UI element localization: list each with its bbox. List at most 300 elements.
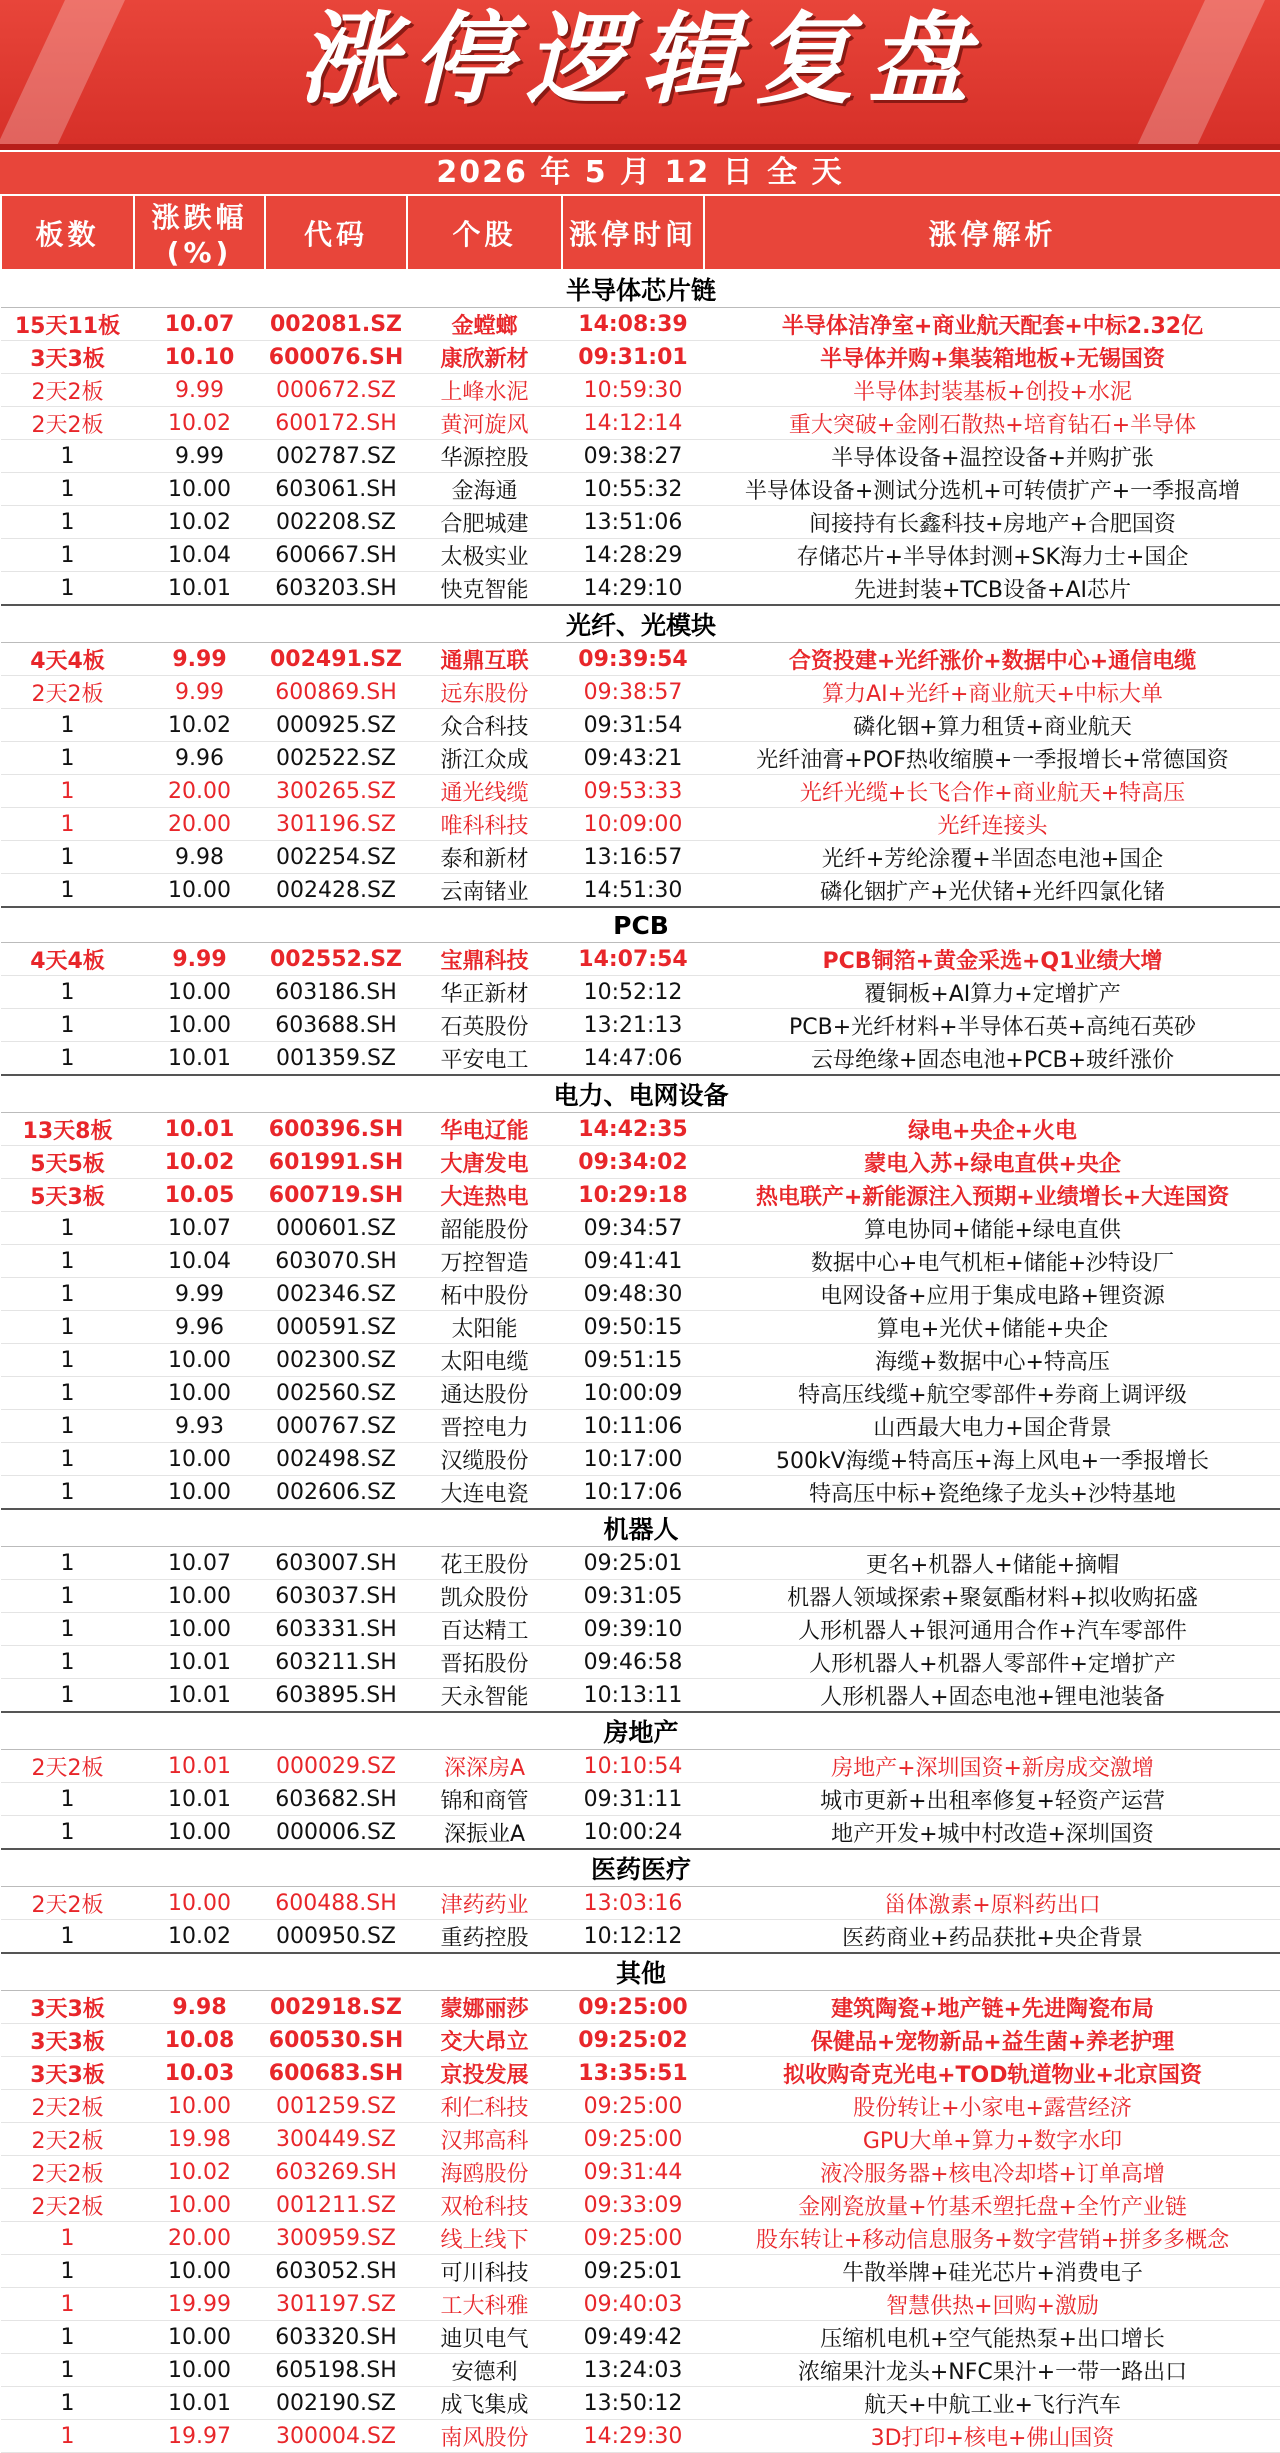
time-cell: 10:00:24	[562, 1816, 704, 1850]
table-row[interactable]	[1, 1476, 1280, 1510]
stock-cell: 晋控电力	[407, 1410, 562, 1443]
code-cell: 600530.SH	[265, 2024, 407, 2057]
reason-cell: GPU大单+算力+数字水印	[704, 2123, 1280, 2156]
boards-cell: 1	[1, 808, 134, 841]
table-row[interactable]	[1, 2090, 1280, 2123]
stock-cell: 合肥城建	[407, 506, 562, 539]
table-row[interactable]	[1, 539, 1280, 572]
table-row[interactable]	[1, 1679, 1280, 1713]
time-cell: 14:07:54	[562, 943, 704, 976]
code-cell: 603203.SH	[265, 572, 407, 606]
code-cell: 603895.SH	[265, 1679, 407, 1713]
boards-cell: 1	[1, 440, 134, 473]
header-row	[1, 195, 1280, 270]
table-row[interactable]	[1, 874, 1280, 908]
time-cell: 10:13:11	[562, 1679, 704, 1713]
header-time[interactable]: 涨停时间	[562, 195, 704, 270]
table-row[interactable]	[1, 1750, 1280, 1783]
section-title: 半导体芯片链	[1, 270, 1280, 308]
pct-cell: 10.01	[134, 2387, 265, 2420]
table-row[interactable]	[1, 1580, 1280, 1613]
time-cell: 13:21:13	[562, 1009, 704, 1042]
boards-cell: 1	[1, 506, 134, 539]
code-cell: 301197.SZ	[265, 2288, 407, 2321]
time-cell: 14:12:14	[562, 407, 704, 440]
table-row[interactable]	[1, 676, 1280, 709]
boards-cell: 1	[1, 1580, 134, 1613]
stock-cell: 康欣新材	[407, 341, 562, 374]
time-cell: 13:03:16	[562, 1887, 704, 1920]
stock-cell: 通光线缆	[407, 775, 562, 808]
code-cell: 603682.SH	[265, 1783, 407, 1816]
code-cell: 603007.SH	[265, 1547, 407, 1580]
code-cell: 601991.SH	[265, 1146, 407, 1179]
boards-cell: 1	[1, 1646, 134, 1679]
time-cell: 09:25:00	[562, 2222, 704, 2255]
pct-cell: 10.03	[134, 2057, 265, 2090]
stock-cell: 成飞集成	[407, 2387, 562, 2420]
reason-cell: 航天+中航工业+飞行汽车	[704, 2387, 1280, 2420]
time-cell: 09:38:27	[562, 440, 704, 473]
reason-cell: 浓缩果汁龙头+NFC果汁+一带一路出口	[704, 2354, 1280, 2387]
pct-cell: 9.96	[134, 742, 265, 775]
table-row[interactable]	[1, 1443, 1280, 1476]
boards-cell: 1	[1, 1783, 134, 1816]
boards-cell: 1	[1, 1410, 134, 1443]
reason-cell: 金刚瓷放量+竹基禾塑托盘+全竹产业链	[704, 2189, 1280, 2222]
reason-cell: 算电+光伏+储能+央企	[704, 1311, 1280, 1344]
boards-cell: 1	[1, 1245, 134, 1278]
code-cell: 603052.SH	[265, 2255, 407, 2288]
pct-cell: 10.01	[134, 1042, 265, 1076]
code-cell: 600488.SH	[265, 1887, 407, 1920]
table-row[interactable]	[1, 1009, 1280, 1042]
boards-cell: 1	[1, 1816, 134, 1850]
table-row[interactable]	[1, 1816, 1280, 1850]
time-cell: 09:31:01	[562, 341, 704, 374]
reason-cell: PCB铜箔+黄金采选+Q1业绩大增	[704, 943, 1280, 976]
time-cell: 09:46:58	[562, 1646, 704, 1679]
pct-cell: 10.02	[134, 1146, 265, 1179]
time-cell: 09:41:41	[562, 1245, 704, 1278]
pct-cell: 10.01	[134, 1679, 265, 1713]
table-row[interactable]	[1, 1311, 1280, 1344]
time-cell: 13:24:03	[562, 2354, 704, 2387]
code-cell: 300265.SZ	[265, 775, 407, 808]
header-boards[interactable]: 板数	[1, 195, 134, 270]
table-row[interactable]	[1, 1991, 1280, 2024]
section-title: 电力、电网设备	[1, 1075, 1280, 1113]
stock-cell: 柘中股份	[407, 1278, 562, 1311]
reason-cell: 半导体封装基板+创投+水泥	[704, 374, 1280, 407]
table-row[interactable]	[1, 808, 1280, 841]
reason-cell: 重大突破+金刚石散热+培育钻石+半导体	[704, 407, 1280, 440]
code-cell: 603186.SH	[265, 976, 407, 1009]
stock-cell: 天永智能	[407, 1679, 562, 1713]
boards-cell: 1	[1, 2420, 134, 2453]
boards-cell: 1	[1, 1311, 134, 1344]
boards-cell: 1	[1, 1212, 134, 1245]
stock-cell: 津药药业	[407, 1887, 562, 1920]
reason-cell: 机器人领域探索+聚氨酯材料+拟收购拓盛	[704, 1580, 1280, 1613]
stock-cell: 众合科技	[407, 709, 562, 742]
reason-cell: 500kV海缆+特高压+海上风电+一季报增长	[704, 1443, 1280, 1476]
table-row[interactable]	[1, 2189, 1280, 2222]
pct-cell: 10.02	[134, 506, 265, 539]
pct-cell: 9.99	[134, 676, 265, 709]
boards-cell: 1	[1, 709, 134, 742]
reason-cell: 海缆+数据中心+特高压	[704, 1344, 1280, 1377]
code-cell: 603320.SH	[265, 2321, 407, 2354]
code-cell: 002190.SZ	[265, 2387, 407, 2420]
boards-cell: 3天3板	[1, 341, 134, 374]
time-cell: 09:34:57	[562, 1212, 704, 1245]
code-cell: 600683.SH	[265, 2057, 407, 2090]
reason-cell: 蒙电入苏+绿电直供+央企	[704, 1146, 1280, 1179]
pct-cell: 10.00	[134, 1344, 265, 1377]
code-cell: 605198.SH	[265, 2354, 407, 2387]
table-row[interactable]	[1, 976, 1280, 1009]
time-cell: 14:08:39	[562, 308, 704, 341]
pct-cell: 10.04	[134, 539, 265, 572]
section-header	[1, 1849, 1280, 1887]
stock-cell: 深深房A	[407, 1750, 562, 1783]
boards-cell: 1	[1, 1920, 134, 1954]
table-row[interactable]	[1, 2024, 1280, 2057]
time-cell: 10:17:00	[562, 1443, 704, 1476]
table-row[interactable]	[1, 2222, 1280, 2255]
boards-cell: 1	[1, 874, 134, 908]
stock-cell: 汉邦高科	[407, 2123, 562, 2156]
table-row[interactable]	[1, 407, 1280, 440]
code-cell: 002498.SZ	[265, 1443, 407, 1476]
time-cell: 09:53:33	[562, 775, 704, 808]
boards-cell: 1	[1, 2321, 134, 2354]
table-row[interactable]	[1, 1547, 1280, 1580]
stock-cell: 石英股份	[407, 1009, 562, 1042]
table-row[interactable]	[1, 2288, 1280, 2321]
section-header	[1, 270, 1280, 308]
table-row[interactable]	[1, 841, 1280, 874]
stock-cell: 通鼎互联	[407, 643, 562, 676]
code-cell: 000006.SZ	[265, 1816, 407, 1850]
table-row[interactable]	[1, 742, 1280, 775]
code-cell: 002606.SZ	[265, 1476, 407, 1510]
reason-cell: 甾体激素+原料药出口	[704, 1887, 1280, 1920]
section-header	[1, 1712, 1280, 1750]
code-cell: 603331.SH	[265, 1613, 407, 1646]
stock-cell: 快克智能	[407, 572, 562, 606]
boards-cell: 2天2板	[1, 1750, 134, 1783]
code-cell: 000925.SZ	[265, 709, 407, 742]
pct-cell: 9.96	[134, 1311, 265, 1344]
boards-cell: 1	[1, 742, 134, 775]
code-cell: 000601.SZ	[265, 1212, 407, 1245]
date-line: 2026 年 5 月 12 日 全 天	[0, 150, 1280, 194]
pct-cell: 10.08	[134, 2024, 265, 2057]
boards-cell: 2天2板	[1, 1887, 134, 1920]
code-cell: 603070.SH	[265, 1245, 407, 1278]
stock-cell: 韶能股份	[407, 1212, 562, 1245]
stock-cell: 黄河旋风	[407, 407, 562, 440]
time-cell: 13:35:51	[562, 2057, 704, 2090]
reason-cell: 半导体设备+温控设备+并购扩张	[704, 440, 1280, 473]
pct-cell: 10.07	[134, 1547, 265, 1580]
time-cell: 09:40:03	[562, 2288, 704, 2321]
code-cell: 002081.SZ	[265, 308, 407, 341]
code-cell: 600719.SH	[265, 1179, 407, 1212]
header-code[interactable]: 代码	[265, 195, 407, 270]
time-cell: 10:52:12	[562, 976, 704, 1009]
time-cell: 09:43:21	[562, 742, 704, 775]
time-cell: 09:25:00	[562, 1991, 704, 2024]
reason-cell: 拟收购奇克光电+TOD轨道物业+北京国资	[704, 2057, 1280, 2090]
time-cell: 14:29:10	[562, 572, 704, 606]
reason-cell: 半导体洁净室+商业航天配套+中标2.32亿	[704, 308, 1280, 341]
table-row[interactable]	[1, 1042, 1280, 1076]
pct-cell: 10.00	[134, 2189, 265, 2222]
boards-cell: 2天2板	[1, 676, 134, 709]
table-row[interactable]	[1, 1783, 1280, 1816]
boards-cell: 1	[1, 2387, 134, 2420]
pct-cell: 19.99	[134, 2288, 265, 2321]
table-row[interactable]	[1, 572, 1280, 606]
table-row[interactable]	[1, 2420, 1280, 2453]
reason-cell: 电网设备+应用于集成电路+锂资源	[704, 1278, 1280, 1311]
stock-cell: 花王股份	[407, 1547, 562, 1580]
pct-cell: 20.00	[134, 775, 265, 808]
table-row[interactable]	[1, 2354, 1280, 2387]
table-row[interactable]	[1, 1887, 1280, 1920]
pct-cell: 10.07	[134, 308, 265, 341]
pct-cell: 10.01	[134, 1783, 265, 1816]
table-row[interactable]	[1, 473, 1280, 506]
time-cell: 14:28:29	[562, 539, 704, 572]
table-row[interactable]	[1, 1646, 1280, 1679]
boards-cell: 15天11板	[1, 308, 134, 341]
header-reason[interactable]: 涨停解析	[704, 195, 1280, 270]
section-header	[1, 907, 1280, 943]
table-row[interactable]	[1, 1278, 1280, 1311]
table-row[interactable]	[1, 341, 1280, 374]
reason-cell: 云母绝缘+固态电池+PCB+玻纤涨价	[704, 1042, 1280, 1076]
code-cell: 002560.SZ	[265, 1377, 407, 1410]
boards-cell: 1	[1, 1009, 134, 1042]
table-row[interactable]	[1, 308, 1280, 341]
reason-cell: 压缩机电机+空气能热泵+出口增长	[704, 2321, 1280, 2354]
table-row[interactable]	[1, 506, 1280, 539]
reason-cell: 建筑陶瓷+地产链+先进陶瓷布局	[704, 1991, 1280, 2024]
banner-title: 涨停逻辑复盘	[298, 1, 982, 118]
time-cell: 10:00:09	[562, 1377, 704, 1410]
section-title: 光纤、光模块	[1, 605, 1280, 643]
header-pct[interactable]: 涨跌幅(%)	[134, 195, 265, 270]
boards-cell: 1	[1, 2255, 134, 2288]
boards-cell: 1	[1, 1377, 134, 1410]
table-row[interactable]	[1, 1212, 1280, 1245]
table-row[interactable]	[1, 2255, 1280, 2288]
pct-cell: 10.00	[134, 2321, 265, 2354]
pct-cell: 10.01	[134, 1113, 265, 1146]
code-cell: 001359.SZ	[265, 1042, 407, 1076]
pct-cell: 9.99	[134, 643, 265, 676]
pct-cell: 10.00	[134, 1887, 265, 1920]
pct-cell: 10.00	[134, 1443, 265, 1476]
limit-up-table	[0, 194, 1280, 2453]
pct-cell: 9.98	[134, 841, 265, 874]
table-row[interactable]	[1, 440, 1280, 473]
code-cell: 002300.SZ	[265, 1344, 407, 1377]
table-row[interactable]	[1, 1179, 1280, 1212]
table-row[interactable]	[1, 1344, 1280, 1377]
stock-cell: 线上线下	[407, 2222, 562, 2255]
stock-cell: 泰和新材	[407, 841, 562, 874]
boards-cell: 1	[1, 1042, 134, 1076]
table-row[interactable]	[1, 1377, 1280, 1410]
reason-cell: 存储芯片+半导体封测+SK海力士+国企	[704, 539, 1280, 572]
table-row[interactable]	[1, 1613, 1280, 1646]
pct-cell: 20.00	[134, 808, 265, 841]
stock-cell: 大连热电	[407, 1179, 562, 1212]
reason-cell: 算电协同+储能+绿电直供	[704, 1212, 1280, 1245]
boards-cell: 1	[1, 2354, 134, 2387]
stock-cell: 交大昂立	[407, 2024, 562, 2057]
table-row[interactable]	[1, 643, 1280, 676]
pct-cell: 10.00	[134, 1009, 265, 1042]
time-cell: 14:47:06	[562, 1042, 704, 1076]
stock-cell: 汉缆股份	[407, 1443, 562, 1476]
boards-cell: 2天2板	[1, 407, 134, 440]
pct-cell: 10.00	[134, 874, 265, 908]
time-cell: 09:31:11	[562, 1783, 704, 1816]
table-row[interactable]	[1, 2057, 1280, 2090]
reason-cell: 覆铜板+AI算力+定增扩产	[704, 976, 1280, 1009]
table-row[interactable]	[1, 374, 1280, 407]
code-cell: 600172.SH	[265, 407, 407, 440]
stock-cell: 大连电瓷	[407, 1476, 562, 1510]
header-stock[interactable]: 个股	[407, 195, 562, 270]
pct-cell: 10.00	[134, 473, 265, 506]
reason-cell: 特高压线缆+航空零部件+券商上调评级	[704, 1377, 1280, 1410]
boards-cell: 1	[1, 572, 134, 606]
time-cell: 14:29:30	[562, 2420, 704, 2453]
reason-cell: 磷化铟+算力租赁+商业航天	[704, 709, 1280, 742]
code-cell: 603061.SH	[265, 473, 407, 506]
code-cell: 002491.SZ	[265, 643, 407, 676]
pct-cell: 19.97	[134, 2420, 265, 2453]
stock-cell: 利仁科技	[407, 2090, 562, 2123]
boards-cell: 1	[1, 2288, 134, 2321]
boards-cell: 1	[1, 473, 134, 506]
banner-underline	[0, 144, 1280, 150]
stock-cell: 金螳螂	[407, 308, 562, 341]
time-cell: 09:33:09	[562, 2189, 704, 2222]
stock-cell: 工大科雅	[407, 2288, 562, 2321]
stock-cell: 锦和商管	[407, 1783, 562, 1816]
stock-cell: 云南锗业	[407, 874, 562, 908]
section-title: 医药医疗	[1, 1849, 1280, 1887]
pct-cell: 10.05	[134, 1179, 265, 1212]
stock-cell: 晋拓股份	[407, 1646, 562, 1679]
time-cell: 10:59:30	[562, 374, 704, 407]
table-row[interactable]	[1, 775, 1280, 808]
table-row[interactable]	[1, 943, 1280, 976]
code-cell: 600396.SH	[265, 1113, 407, 1146]
reason-cell: 光纤连接头	[704, 808, 1280, 841]
pct-cell: 10.01	[134, 1646, 265, 1679]
code-cell: 002346.SZ	[265, 1278, 407, 1311]
time-cell: 14:42:35	[562, 1113, 704, 1146]
table-row[interactable]	[1, 1410, 1280, 1443]
boards-cell: 4天4板	[1, 943, 134, 976]
reason-cell: 磷化铟扩产+光伏锗+光纤四氯化锗	[704, 874, 1280, 908]
table-row[interactable]	[1, 1113, 1280, 1146]
time-cell: 13:51:06	[562, 506, 704, 539]
pct-cell: 9.99	[134, 1278, 265, 1311]
table-row[interactable]	[1, 2321, 1280, 2354]
boards-cell: 1	[1, 539, 134, 572]
time-cell: 09:39:54	[562, 643, 704, 676]
reason-cell: 医药商业+药品获批+央企背景	[704, 1920, 1280, 1954]
pct-cell: 10.02	[134, 2156, 265, 2189]
code-cell: 000029.SZ	[265, 1750, 407, 1783]
boards-cell: 1	[1, 1278, 134, 1311]
section-title: 机器人	[1, 1509, 1280, 1547]
boards-cell: 1	[1, 1613, 134, 1646]
boards-cell: 2天2板	[1, 2123, 134, 2156]
pct-cell: 10.00	[134, 1580, 265, 1613]
boards-cell: 2天2板	[1, 2156, 134, 2189]
stock-cell: 太阳能	[407, 1311, 562, 1344]
time-cell: 09:31:54	[562, 709, 704, 742]
table-row[interactable]	[1, 1245, 1280, 1278]
code-cell: 000767.SZ	[265, 1410, 407, 1443]
time-cell: 09:49:42	[562, 2321, 704, 2354]
table-row[interactable]	[1, 2387, 1280, 2420]
code-cell: 001211.SZ	[265, 2189, 407, 2222]
stock-cell: 浙江众成	[407, 742, 562, 775]
pct-cell: 10.00	[134, 976, 265, 1009]
boards-cell: 1	[1, 1679, 134, 1713]
code-cell: 600076.SH	[265, 341, 407, 374]
boards-cell: 1	[1, 841, 134, 874]
reason-cell: 股东转让+移动信息服务+数字营销+拼多多概念	[704, 2222, 1280, 2255]
boards-cell: 4天4板	[1, 643, 134, 676]
time-cell: 09:25:01	[562, 2255, 704, 2288]
table-row[interactable]	[1, 2123, 1280, 2156]
stock-cell: 远东股份	[407, 676, 562, 709]
pct-cell: 10.02	[134, 1920, 265, 1954]
code-cell: 002787.SZ	[265, 440, 407, 473]
code-cell: 000672.SZ	[265, 374, 407, 407]
time-cell: 09:48:30	[562, 1278, 704, 1311]
stock-cell: 可川科技	[407, 2255, 562, 2288]
table-row[interactable]	[1, 2156, 1280, 2189]
time-cell: 09:39:10	[562, 1613, 704, 1646]
code-cell: 002522.SZ	[265, 742, 407, 775]
section-header	[1, 605, 1280, 643]
boards-cell: 1	[1, 2222, 134, 2255]
stock-cell: 通达股份	[407, 1377, 562, 1410]
table-row[interactable]	[1, 709, 1280, 742]
pct-cell: 10.00	[134, 1613, 265, 1646]
table-row[interactable]	[1, 1146, 1280, 1179]
table-row[interactable]	[1, 1920, 1280, 1954]
code-cell: 000950.SZ	[265, 1920, 407, 1954]
reason-cell: 智慧供热+回购+激励	[704, 2288, 1280, 2321]
boards-cell: 1	[1, 775, 134, 808]
code-cell: 002918.SZ	[265, 1991, 407, 2024]
